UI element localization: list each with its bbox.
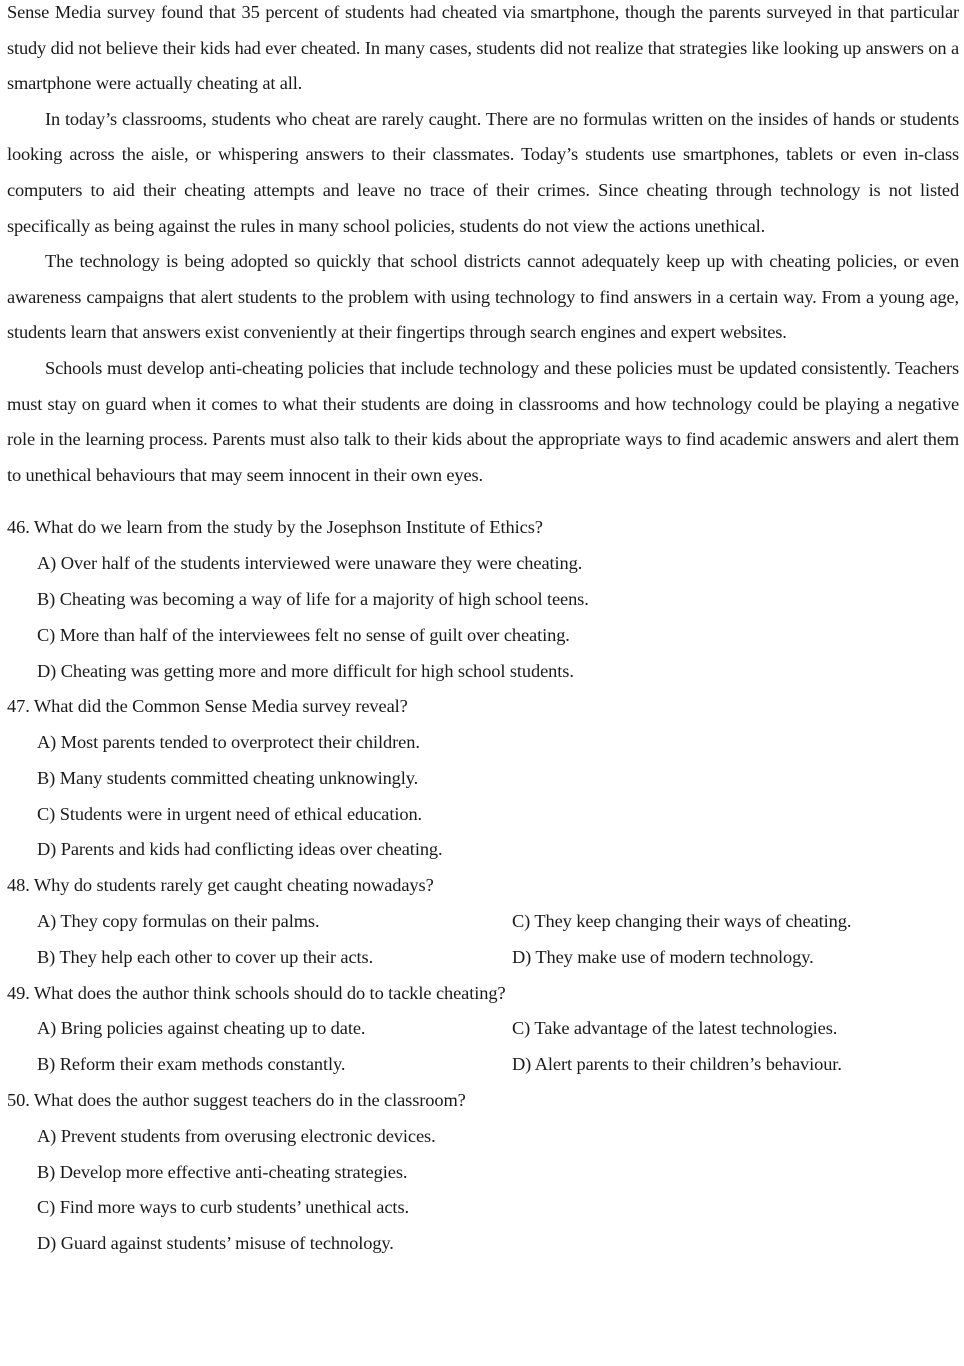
question-number: 46. xyxy=(7,517,30,538)
option-d[interactable]: D) Parents and kids had conflicting ideas over cheating. xyxy=(37,839,443,860)
option-c[interactable]: C) More than half of the interviewees felt no sense of guilt over cheating. xyxy=(37,624,570,645)
question-text: What do we learn from the study by the Josephson Institute of Ethics? xyxy=(33,517,543,538)
question-stem xyxy=(7,510,959,546)
question-number: 49. xyxy=(7,982,30,1003)
question-number: 47. xyxy=(7,696,30,717)
option-d[interactable]: D) Guard against students’ misuse of technology. xyxy=(37,1233,394,1254)
question-text: What does the author think schools should do to tackle cheating? xyxy=(33,982,506,1003)
exam-page xyxy=(7,0,959,1366)
option-a[interactable]: A) Bring policies against cheating up to date. xyxy=(37,1018,366,1039)
option-d[interactable]: D) Cheating was getting more and more difficult for high school students. xyxy=(37,660,574,681)
option-a[interactable]: A) Most parents tended to overprotect their children. xyxy=(37,732,420,753)
passage-paragraph-3: The technology is being adopted so quickly that school districts cannot adequately keep up with cheating policies, or even awareness campaigns that alert students to the problem with using technology to find answers in a certain way. From a young age, students learn that answers exist conveniently at their fingertips through search engines and expert websites. xyxy=(7,251,959,343)
option-c[interactable]: C) They keep changing their ways of cheating. xyxy=(512,911,852,932)
option-b[interactable]: B) Develop more effective anti-cheating strategies. xyxy=(37,1161,408,1182)
question-48 xyxy=(7,868,959,975)
option-b[interactable]: B) They help each other to cover up their acts. xyxy=(37,946,374,967)
question-47 xyxy=(7,689,959,868)
option-b[interactable]: B) Many students committed cheating unknowingly. xyxy=(37,767,419,788)
option-b[interactable]: B) Cheating was becoming a way of life for a majority of high school teens. xyxy=(37,588,589,609)
question-text: Why do students rarely get caught cheating nowadays? xyxy=(33,875,434,896)
option-c[interactable]: C) Take advantage of the latest technologies. xyxy=(512,1018,838,1039)
question-list xyxy=(7,510,959,1262)
question-49 xyxy=(7,976,959,1083)
question-number: 50. xyxy=(7,1090,30,1111)
reading-passage xyxy=(7,0,959,493)
option-a[interactable]: A) They copy formulas on their palms. xyxy=(37,911,320,932)
question-stem xyxy=(7,868,959,904)
question-stem xyxy=(7,689,959,725)
question-50 xyxy=(7,1083,959,1262)
question-text: What does the author suggest teachers do in the classroom? xyxy=(33,1090,466,1111)
option-a[interactable]: A) Prevent students from overusing electronic devices. xyxy=(37,1125,436,1146)
question-text: What did the Common Sense Media survey reveal? xyxy=(33,696,408,717)
option-d[interactable]: D) They make use of modern technology. xyxy=(512,946,814,967)
question-46 xyxy=(7,510,959,689)
question-stem xyxy=(7,976,959,1012)
option-d[interactable]: D) Alert parents to their children’s behaviour. xyxy=(512,1054,842,1075)
option-list xyxy=(7,904,959,976)
passage-paragraph-2: In today’s classrooms, students who cheat are rarely caught. There are no formulas written on the insides of hands or students looking across the aisle, or whispering answers to their classmates. Today’s students use smartphones, tablets or even in-class computers to aid their cheating attempts and leave no trace of their crimes. Since cheating through technology is not listed specifically as being against the rules in many school policies, students do not view the actions unethical. xyxy=(7,108,959,236)
option-list xyxy=(7,1011,959,1083)
question-number: 48. xyxy=(7,875,30,896)
option-c[interactable]: C) Find more ways to curb students’ unethical acts. xyxy=(37,1197,409,1218)
passage-paragraph-1: Sense Media survey found that 35 percent of students had cheated via smartphone, though the parents surveyed in that particular study did not believe their kids had ever cheated. In many cases, students did not realize that strategies like looking up answers on a smartphone were actually cheating at all. xyxy=(7,2,959,94)
option-list xyxy=(7,1119,959,1262)
option-b[interactable]: B) Reform their exam methods constantly. xyxy=(37,1054,346,1075)
question-stem xyxy=(7,1083,959,1119)
option-c[interactable]: C) Students were in urgent need of ethical education. xyxy=(37,803,423,824)
option-a[interactable]: A) Over half of the students interviewed were unaware they were cheating. xyxy=(37,553,583,574)
option-list xyxy=(7,546,959,689)
passage-paragraph-4: Schools must develop anti-cheating policies that include technology and these policies must be updated consistently. Teachers must stay on guard when it comes to what their students are doing in classrooms and how technology could be playing a negative role in the learning process. Parents must also talk to their kids about the appropriate ways to find academic answers and alert them to unethical behaviours that may seem innocent in their own eyes. xyxy=(7,357,959,485)
option-list xyxy=(7,725,959,868)
